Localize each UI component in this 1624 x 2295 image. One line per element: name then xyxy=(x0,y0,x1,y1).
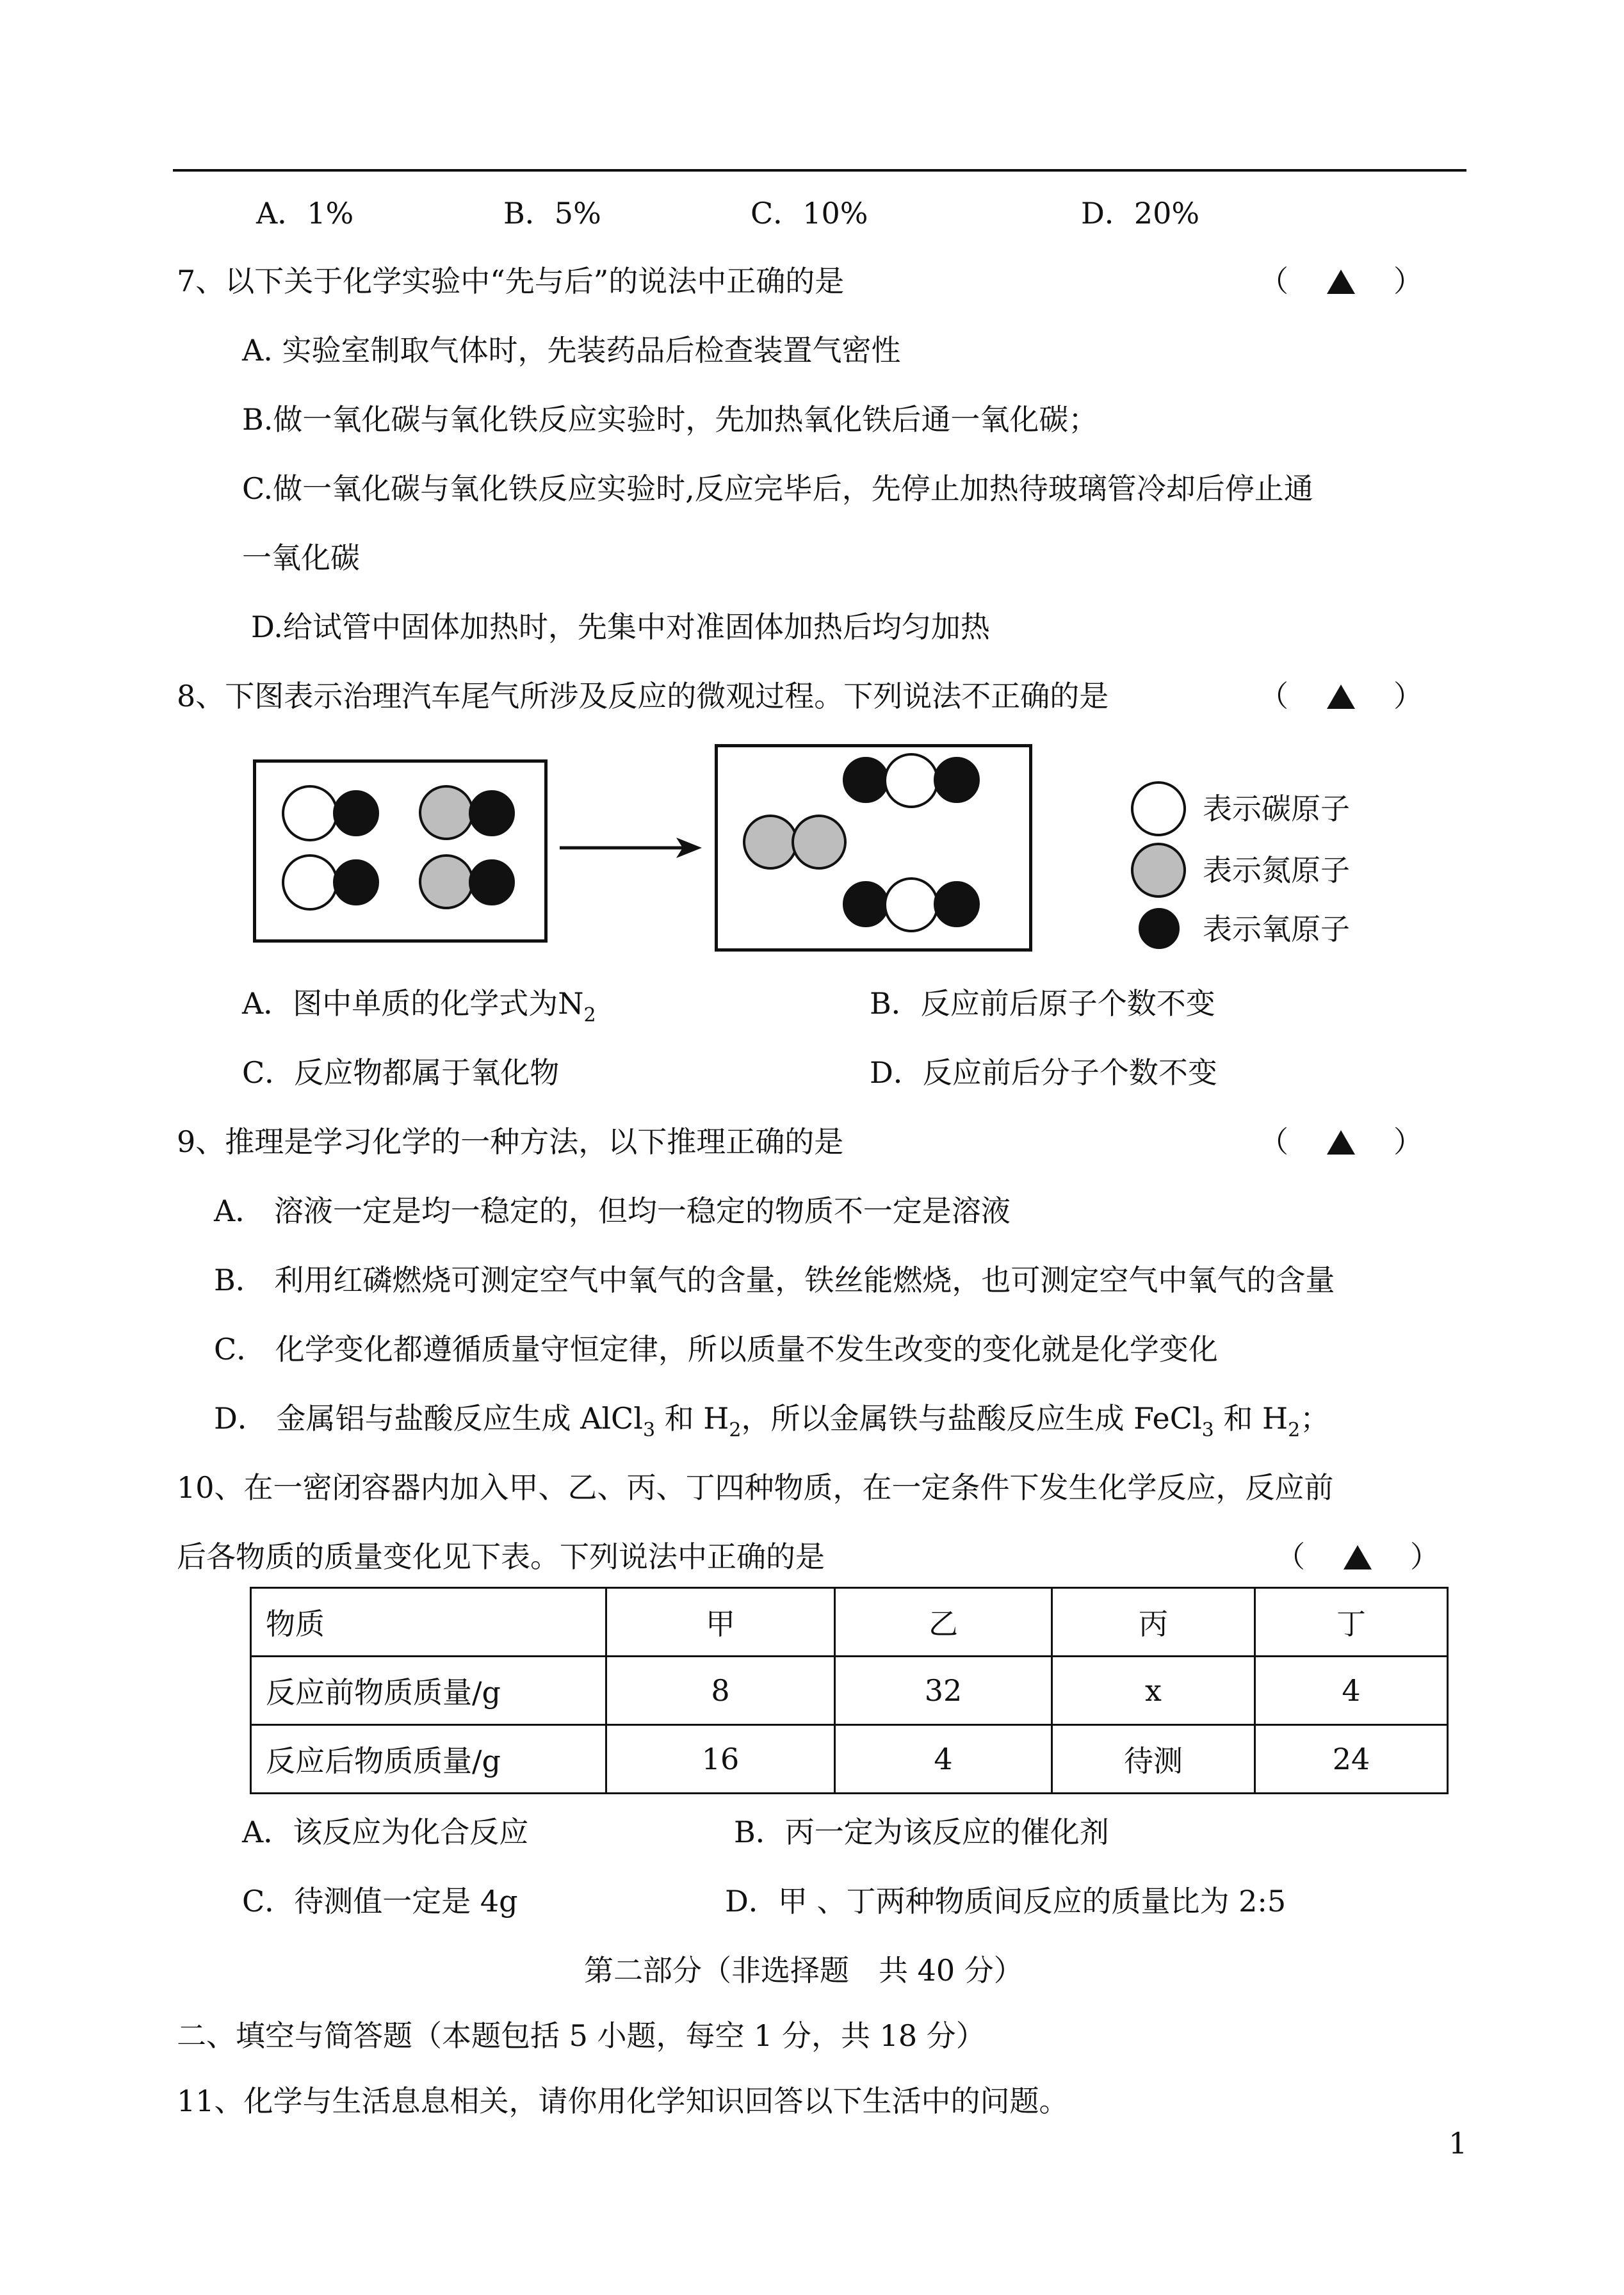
table-cell: 24 xyxy=(1255,1725,1448,1794)
table-cell: 16 xyxy=(606,1725,835,1794)
q7-option-a: A. 实验室制取气体时，先装药品后检查装置气密性 xyxy=(242,333,901,368)
q8-option-c: C．反应物都属于氧化物 xyxy=(242,1055,560,1090)
legend-nitrogen-label: 表示氮原子 xyxy=(1203,853,1350,888)
table-cell: 32 xyxy=(835,1657,1052,1725)
mass-table xyxy=(250,1587,1449,1794)
table-cell: 4 xyxy=(835,1725,1052,1794)
q6-option-d: D．20% xyxy=(1081,196,1200,231)
table-cell: 8 xyxy=(606,1657,835,1725)
carbon-atom xyxy=(884,877,939,932)
triangle-marker xyxy=(1344,1545,1372,1569)
table-cell: 反应后物质质量/g xyxy=(251,1725,606,1794)
legend-nitrogen-icon xyxy=(1131,843,1186,898)
q10-option-a: A．该反应为化合反应 xyxy=(242,1815,529,1849)
table-cell: 乙 xyxy=(835,1588,1052,1657)
oxygen-atom xyxy=(333,859,379,905)
oxygen-atom xyxy=(469,790,515,836)
triangle-marker xyxy=(1327,1130,1355,1155)
q6-option-b: B．5% xyxy=(503,196,601,231)
legend-carbon-icon xyxy=(1131,781,1186,836)
reaction-arrow-icon xyxy=(557,835,704,861)
q7-option-c-line2: 一氧化碳 xyxy=(242,540,360,575)
q10-stem-line1: 10、在一密闭容器内加入甲、乙、丙、丁四种物质，在一定条件下发生化学反应，反应前 xyxy=(177,1470,1334,1505)
q7-option-d: D.给试管中固体加热时，先集中对准固体加热后均匀加热 xyxy=(251,610,990,644)
legend-carbon-label: 表示碳原子 xyxy=(1203,791,1350,826)
q7-option-c-line1: C.做一氧化碳与氧化铁反应实验时,反应完毕后，先停止加热待玻璃管冷却后停止通 xyxy=(242,471,1313,506)
legend-oxygen-label: 表示氧原子 xyxy=(1203,912,1350,946)
table-cell: 物质 xyxy=(251,1588,606,1657)
part2-title: 第二部分（非选择题 共 40 分） xyxy=(584,1953,1023,1988)
triangle-marker xyxy=(1327,270,1355,294)
nitrogen-atom xyxy=(419,854,474,909)
reactants-box xyxy=(253,759,548,943)
table-row xyxy=(251,1725,1448,1794)
q10-option-b: B．丙一定为该反应的催化剂 xyxy=(734,1815,1109,1849)
oxygen-atom xyxy=(934,757,980,803)
page-number: 1 xyxy=(1449,2126,1468,2161)
q9-option-b: B． 利用红磷燃烧可测定空气中氧气的含量，铁丝能燃烧，也可测定空气中氧气的含量 xyxy=(214,1263,1335,1297)
q9-option-a: A． 溶液一定是均一稳定的，但均一稳定的物质不一定是溶液 xyxy=(214,1194,1011,1228)
table-header-row xyxy=(251,1588,1448,1657)
table-cell: 待测 xyxy=(1052,1725,1255,1794)
oxygen-atom xyxy=(843,881,889,927)
q11-stem: 11、化学与生活息息相关，请你用化学知识回答以下生活中的问题。 xyxy=(177,2084,1069,2118)
q7-stem: 7、以下关于化学实验中“先与后”的说法中正确的是 xyxy=(177,264,845,298)
table-cell: 丁 xyxy=(1255,1588,1448,1657)
q10-option-c: C．待测值一定是 4g xyxy=(242,1884,518,1918)
q6-option-a: A．1% xyxy=(256,196,354,231)
carbon-atom xyxy=(884,753,939,808)
q8-stem: 8、下图表示治理汽车尾气所涉及反应的微观过程。下列说法不正确的是 xyxy=(177,679,1109,713)
nitrogen-atom xyxy=(743,815,798,870)
table-cell: 丙 xyxy=(1052,1588,1255,1657)
q9-option-c: C． 化学变化都遵循质量守恒定律，所以质量不发生改变的变化就是化学变化 xyxy=(214,1332,1218,1366)
table-cell: x xyxy=(1052,1657,1255,1725)
q10-stem-line2: 后各物质的质量变化见下表。下列说法中正确的是 xyxy=(177,1539,825,1574)
legend-oxygen-icon xyxy=(1139,908,1180,949)
oxygen-atom xyxy=(469,859,515,905)
q6-option-c: C．10% xyxy=(751,196,868,231)
q7-option-b: B.做一氧化碳与氧化铁反应实验时，先加热氧化铁后通一氧化碳； xyxy=(242,402,1098,437)
oxygen-atom xyxy=(934,881,980,927)
q10-option-d: D．甲 、丁两种物质间反应的质量比为 2:5 xyxy=(725,1884,1287,1918)
section2-title: 二、填空与简答题（本题包括 5 小题，每空 1 分，共 18 分） xyxy=(177,2018,986,2053)
nitrogen-atom xyxy=(792,815,847,870)
oxygen-atom xyxy=(843,757,889,803)
q9-answer-blank: （ ） xyxy=(1259,1124,1423,1159)
nitrogen-atom xyxy=(419,785,474,840)
triangle-marker xyxy=(1327,685,1355,709)
q8-answer-blank: （ ） xyxy=(1259,679,1423,713)
q10-answer-blank: （ ） xyxy=(1276,1539,1440,1574)
carbon-atom xyxy=(282,785,338,841)
q8-option-a: A．图中单质的化学式为$N_2$ xyxy=(242,986,596,1026)
table-row xyxy=(251,1657,1448,1725)
carbon-atom xyxy=(282,854,338,911)
q7-answer-blank: （ ） xyxy=(1259,264,1423,298)
table-cell: 反应前物质质量/g xyxy=(251,1657,606,1725)
q9-stem: 9、推理是学习化学的一种方法，以下推理正确的是 xyxy=(177,1124,844,1159)
table-cell: 甲 xyxy=(606,1588,835,1657)
header-rule xyxy=(173,169,1466,172)
oxygen-atom xyxy=(333,790,379,836)
q8-option-b: B．反应前后原子个数不变 xyxy=(870,986,1215,1021)
q8-option-d: D．反应前后分子个数不变 xyxy=(870,1055,1217,1090)
table-cell: 4 xyxy=(1255,1657,1448,1725)
q9-option-d: D． 金属铝与盐酸反应生成 AlCl$_3$ 和 $H_2$，所以金属铁与盐酸反应生成 FeCl$_3$ 和 $H_2$； xyxy=(214,1401,1330,1441)
